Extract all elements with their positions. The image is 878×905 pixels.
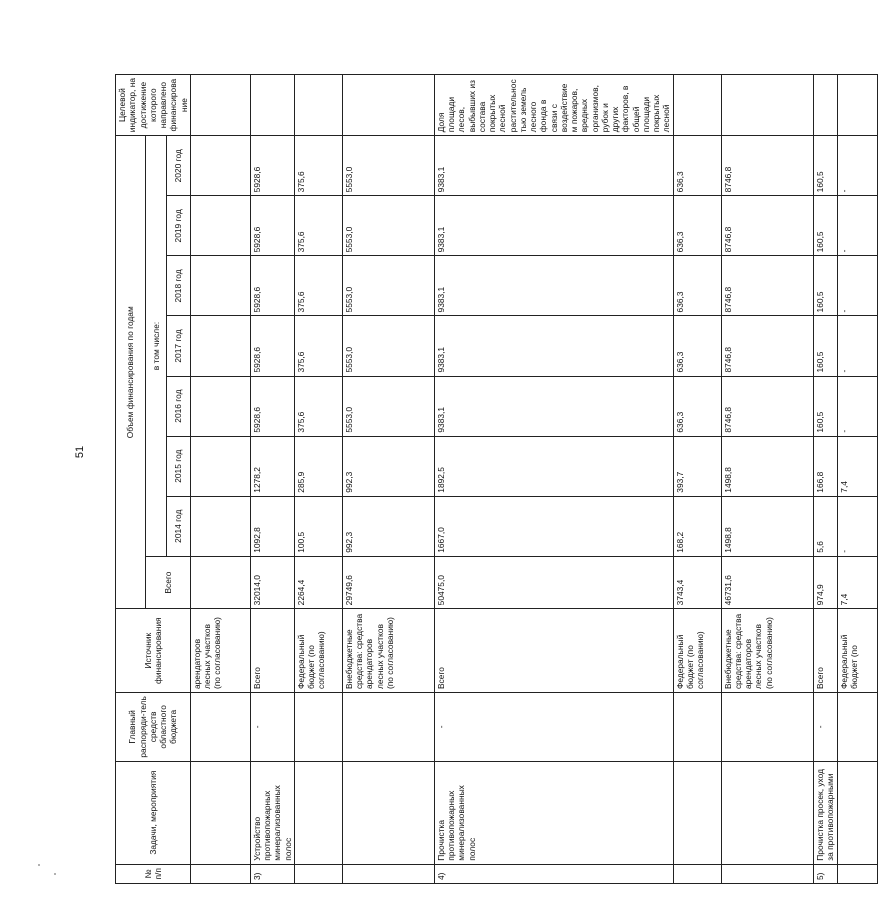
table-row (342, 75, 434, 884)
year-amount: 8746,8 (721, 316, 813, 376)
year-amount: 393,7 (673, 436, 721, 496)
year-amount: 7,4 (837, 436, 877, 496)
year-amount: 160,5 (813, 376, 837, 436)
row-number (673, 864, 721, 883)
total-amount: 3743,4 (673, 556, 721, 609)
year-amount: 166,8 (813, 436, 837, 496)
target-indicator (673, 75, 721, 136)
row-number (837, 864, 877, 883)
target-indicator: Доля площади лесов, выбывших из состава покрытых лесной растительностью земель лесного фонда в связи с воздействием пожаров, вредных организмов, рубок и других факторов, в общей площади покрытых лесной (434, 75, 673, 136)
header-year: 2019 год (166, 196, 190, 256)
financing-source: арендаторов лесных участков (по согласованию) (190, 609, 250, 693)
task-name (294, 761, 342, 864)
year-amount: 636,3 (673, 376, 721, 436)
year-amount: 9383,1 (434, 316, 673, 376)
year-amount: 636,3 (673, 136, 721, 196)
target-indicator (813, 75, 837, 136)
year-amount: 100,5 (294, 496, 342, 556)
task-name (721, 761, 813, 864)
header-volume: Объем финансирования по годам (116, 136, 146, 609)
year-amount: 5553,0 (342, 136, 434, 196)
total-amount: 32014,0 (250, 556, 294, 609)
year-amount (190, 376, 250, 436)
target-indicator (837, 75, 877, 136)
year-amount: 1498,8 (721, 496, 813, 556)
financing-source: Федеральный бюджет (по согласованию) (673, 609, 721, 693)
table-row (190, 75, 250, 884)
main-manager: - (434, 693, 673, 762)
task-name: Прочистка противопожарных минерализованных полос (434, 761, 673, 864)
year-amount (190, 256, 250, 316)
task-name (837, 761, 877, 864)
year-amount: 9383,1 (434, 196, 673, 256)
year-amount: - (837, 136, 877, 196)
main-manager (294, 693, 342, 762)
page-number: 51 (74, 445, 86, 459)
row-number: 3) (250, 864, 294, 883)
table-row (813, 75, 837, 884)
table-body (190, 75, 877, 884)
financing-source: Внебюджетные средства: средства арендаторов лесных участков (по согласованию) (721, 609, 813, 693)
year-amount: 9383,1 (434, 256, 673, 316)
financing-table (115, 74, 878, 884)
main-manager (673, 693, 721, 762)
total-amount: 2264,4 (294, 556, 342, 609)
header-year: 2015 год (166, 436, 190, 496)
target-indicator (342, 75, 434, 136)
target-indicator (250, 75, 294, 136)
header-year: 2016 год (166, 376, 190, 436)
total-amount (190, 556, 250, 609)
year-amount: - (837, 496, 877, 556)
year-amount: 160,5 (813, 196, 837, 256)
header-source: Источник финансирования (116, 609, 191, 693)
table-row (294, 75, 342, 884)
year-amount: 9383,1 (434, 376, 673, 436)
year-amount: 8746,8 (721, 136, 813, 196)
table-row (673, 75, 721, 884)
year-amount: 375,6 (294, 196, 342, 256)
financing-source: Всего (434, 609, 673, 693)
main-manager (190, 693, 250, 762)
main-manager (342, 693, 434, 762)
row-number (190, 864, 250, 883)
year-amount: 375,6 (294, 256, 342, 316)
financing-source: Федеральный бюджет (по (837, 609, 877, 693)
target-indicator (294, 75, 342, 136)
year-amount: 5928,6 (250, 136, 294, 196)
year-amount: 5553,0 (342, 316, 434, 376)
main-manager (837, 693, 877, 762)
header-indicator: Целевой индикатор, на достижение которого направлено финансирование (116, 75, 191, 136)
total-amount: 974,9 (813, 556, 837, 609)
year-amount: 1892,5 (434, 436, 673, 496)
year-amount: 160,5 (813, 316, 837, 376)
year-amount: 168,2 (673, 496, 721, 556)
header-year: 2018 год (166, 256, 190, 316)
total-amount: 50475,0 (434, 556, 673, 609)
rotated-table-container (115, 74, 859, 884)
year-amount: 375,6 (294, 316, 342, 376)
year-amount (190, 436, 250, 496)
year-amount: 5928,6 (250, 316, 294, 376)
financing-source: Внебюджетные средства: средства арендаторов лесных участков (по согласованию) (342, 609, 434, 693)
year-amount: - (837, 256, 877, 316)
year-amount: 5,6 (813, 496, 837, 556)
row-number: 4) (434, 864, 673, 883)
year-amount: 285,9 (294, 436, 342, 496)
year-amount: 5553,0 (342, 256, 434, 316)
header-year: 2020 год (166, 136, 190, 196)
target-indicator (721, 75, 813, 136)
target-indicator (190, 75, 250, 136)
year-amount (190, 496, 250, 556)
year-amount: 5928,6 (250, 196, 294, 256)
table-row (837, 75, 877, 884)
financing-source: Федеральный бюджет (по согласованию) (294, 609, 342, 693)
year-amount (190, 316, 250, 376)
main-manager: - (813, 693, 837, 762)
table-row (721, 75, 813, 884)
year-amount: 636,3 (673, 196, 721, 256)
year-amount: 636,3 (673, 256, 721, 316)
year-amount: 9383,1 (434, 136, 673, 196)
table-row (250, 75, 294, 884)
year-amount (190, 196, 250, 256)
task-name (342, 761, 434, 864)
header-year: 2017 год (166, 316, 190, 376)
task-name (673, 761, 721, 864)
header-incl: в том числе: (146, 136, 167, 557)
year-amount: - (837, 316, 877, 376)
year-amount: 160,5 (813, 256, 837, 316)
year-amount: 992,3 (342, 496, 434, 556)
header-task: Задачи, мероприятия (116, 761, 191, 864)
year-amount: 1498,8 (721, 436, 813, 496)
year-amount: 1092,8 (250, 496, 294, 556)
header-year: 2014 год (166, 496, 190, 556)
main-manager (721, 693, 813, 762)
header-manager: Главный распоряди-тель средств областного бюджета (116, 693, 191, 762)
year-amount: 375,6 (294, 136, 342, 196)
year-amount: 1278,2 (250, 436, 294, 496)
table-row (434, 75, 673, 884)
task-name: Прочистка просек, уход за противопожарными (813, 761, 837, 864)
header-num: № п/п (116, 864, 191, 883)
year-amount: 5553,0 (342, 196, 434, 256)
row-number (342, 864, 434, 883)
year-amount: 636,3 (673, 316, 721, 376)
financing-source: Всего (813, 609, 837, 693)
row-number: 5) (813, 864, 837, 883)
year-amount (190, 136, 250, 196)
year-amount: 5928,6 (250, 376, 294, 436)
year-amount: - (837, 376, 877, 436)
task-name (190, 761, 250, 864)
header-total: Всего (146, 556, 191, 609)
year-amount: 1667,0 (434, 496, 673, 556)
task-name: Устройство противопожарных минерализованных полос (250, 761, 294, 864)
total-amount: 7,4 (837, 556, 877, 609)
total-amount: 29749,6 (342, 556, 434, 609)
year-amount: 5928,6 (250, 256, 294, 316)
financing-source: Всего (250, 609, 294, 693)
total-amount: 46731,6 (721, 556, 813, 609)
year-amount: 375,6 (294, 376, 342, 436)
year-amount: 8746,8 (721, 196, 813, 256)
row-number (294, 864, 342, 883)
year-amount: 5553,0 (342, 376, 434, 436)
year-amount: 160,5 (813, 136, 837, 196)
main-manager: - (250, 693, 294, 762)
year-amount: 8746,8 (721, 376, 813, 436)
scan-speck (38, 864, 40, 866)
scan-speck (54, 873, 56, 875)
year-amount: 992,3 (342, 436, 434, 496)
year-amount: - (837, 196, 877, 256)
row-number (721, 864, 813, 883)
year-amount: 8746,8 (721, 256, 813, 316)
